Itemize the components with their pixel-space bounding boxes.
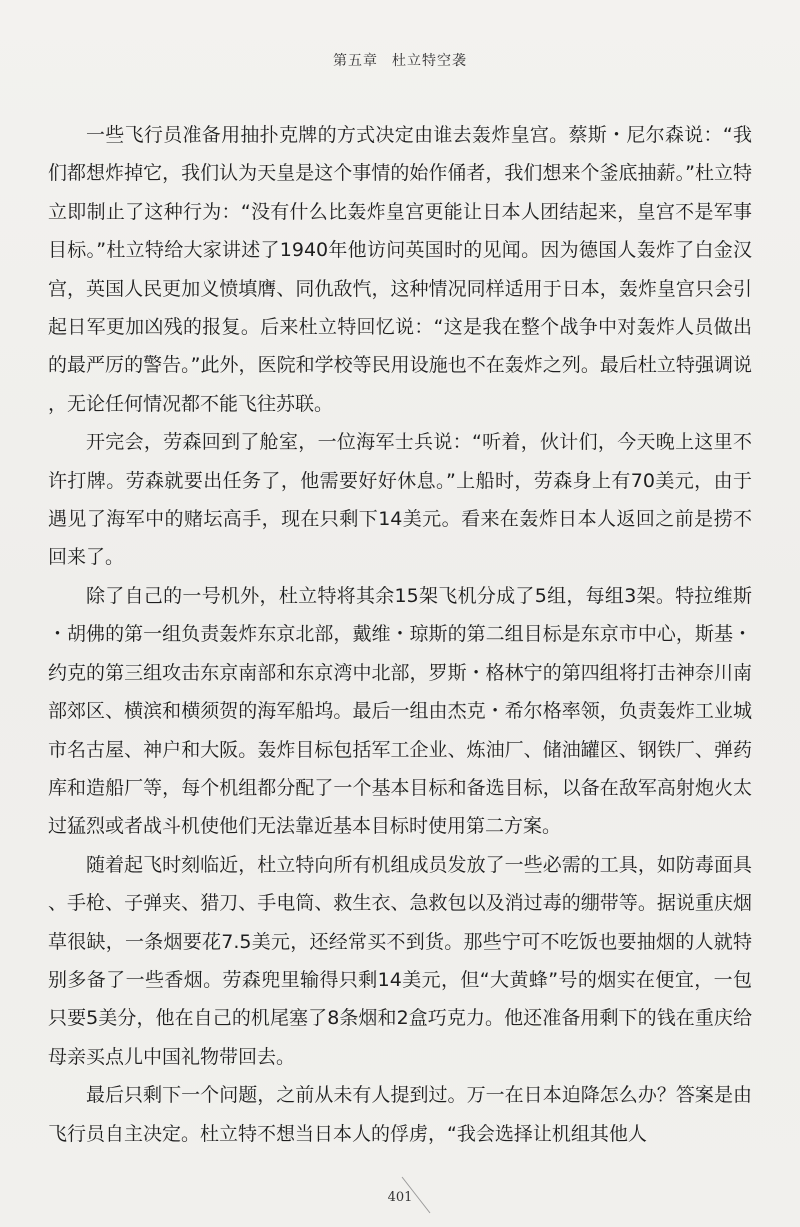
paragraph: 开完会，劳森回到了舱室，一位海军士兵说：“听着，伙计们，今天晚上这里不许打牌。劳森就要出任务了，他需要好好休息。”上船时，劳森身上有70美元，由于遇见了海军中的赌坛高手，现在只剩下14美元。看来在轰炸日本人返回之前是捞不回来了。 [48,431,752,569]
page-number: 401 [387,1190,413,1205]
running-head [0,50,800,70]
chapter-number: 第五章 [333,53,378,69]
paragraph: 一些飞行员准备用抽扑克牌的方式决定由谁去轰炸皇宫。蔡斯・尼尔森说：“我们都想炸掉它，我们认为天皇是这个事情的始作俑者，我们想来个釜底抽薪。”杜立特立即制止了这种行为：“没有什么比轰炸皇宫更能让日本人团结起来，皇宫不是军事目标。”杜立特给大家讲述了1940年他访问英国时的见闻。因为德国人轰炸了白金汉宫，英国人民更加义愤填膺、同仇敌忾，这种情况同样适用于日本，轰炸皇宫只会引起日军更加凶残的报复。后来杜立特回忆说：“这是我在整个战争中对轰炸人员做出的最严厉的警告。”此外，医院和学校等民用设施也不在轰炸之列。最后杜立特强调说，无论任何情况都不能飞往苏联。 [48,124,752,415]
paragraph: 除了自己的一号机外，杜立特将其余15架飞机分成了5组，每组3架。特拉维斯・胡佛的第一组负责轰炸东京北部，戴维・琼斯的第二组目标是东京市中心，斯基・约克的第三组攻击东京南部和东京湾中北部，罗斯・格林宁的第四组将打击神奈川南部郊区、横滨和横须贺的海军船坞。最后一组由杰克・希尔格率领，负责轰炸工业城市名古屋、神户和大阪。轰炸目标包括军工企业、炼油厂、储油罐区、钢铁厂、弹药库和造船厂等，每个机组都分配了一个基本目标和备选目标，以备在敌军高射炮火太过猛烈或者战斗机使他们无法靠近基本目标时使用第二方案。 [48,584,752,838]
paragraph: 随着起飞时刻临近，杜立特向所有机组成员发放了一些必需的工具，如防毒面具、手枪、子弹夹、猎刀、手电筒、救生衣、急救包以及消过毒的绷带等。据说重庆烟草很缺，一条烟要花7.5美元，还经常买不到货。那些宁可不吃饭也要抽烟的人就特别多备了一些香烟。劳森兜里输得只剩14美元，但“大黄蜂”号的烟实在便宜，一包只要5美分，他在自己的机尾塞了8条烟和2盒巧克力。他还准备用剩下的钱在重庆给母亲买点儿中国礼物带回去。 [48,853,752,1068]
body-text [48,116,752,1153]
paragraph: 最后只剩下一个问题，之前从未有人提到过。万一在日本迫降怎么办？答案是由飞行员自主决定。杜立特不想当日本人的俘虏，“我会选择让机组其他人 [48,1084,752,1145]
chapter-title: 杜立特空袭 [392,53,467,69]
